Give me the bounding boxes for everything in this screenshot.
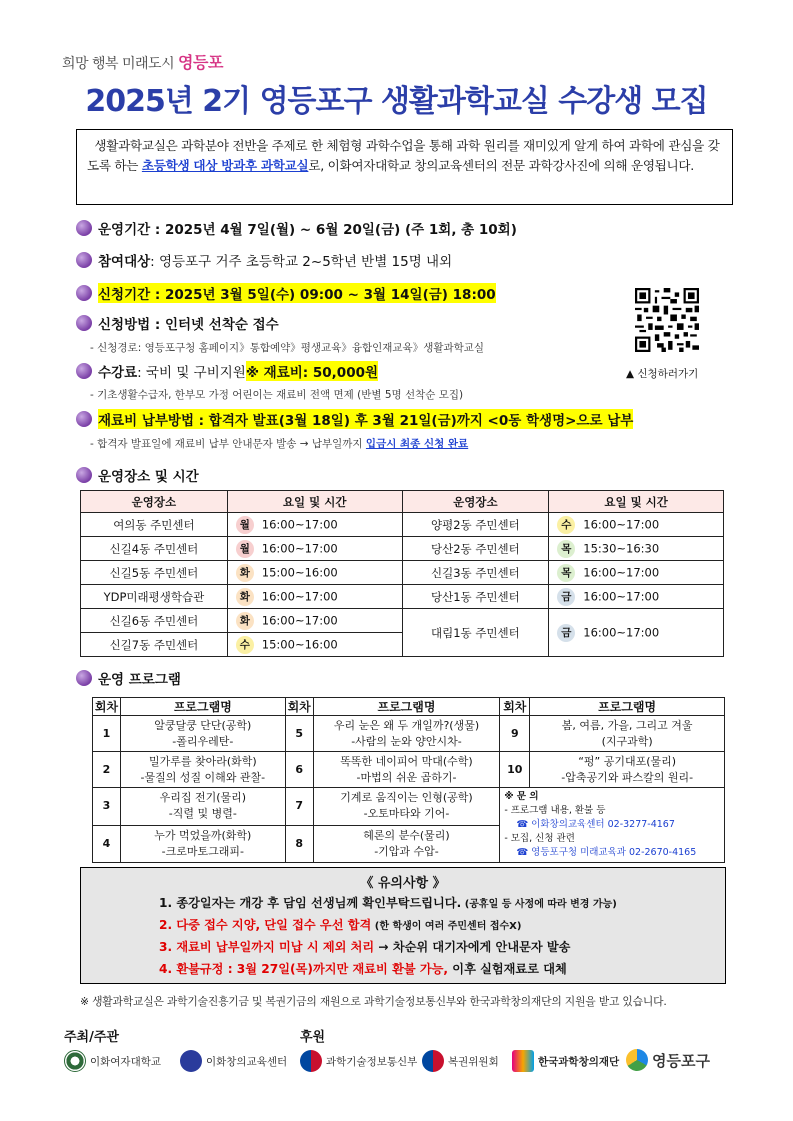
program-table bbox=[92, 697, 725, 863]
bullet-icon bbox=[76, 363, 92, 379]
time-text: 16:00~17:00 bbox=[261, 613, 338, 627]
target-label: 참여대상 bbox=[98, 254, 151, 270]
bullet-icon bbox=[76, 315, 92, 331]
col-header: 프로그램명 bbox=[530, 698, 725, 716]
notice-small: (한 학생이 여러 주민센터 접수X) bbox=[371, 921, 522, 932]
table-row bbox=[81, 537, 724, 561]
contact-line: - 모집, 신청 관련 bbox=[504, 833, 575, 844]
program-title: 우리집 전기(물리) bbox=[159, 791, 247, 805]
time-text: 16:00~17:00 bbox=[583, 589, 660, 603]
host-label: 주최/주관 bbox=[64, 1030, 119, 1045]
program-sub: -마법의 쉬운 곱하기- bbox=[356, 770, 457, 784]
col-header: 프로그램명 bbox=[120, 698, 285, 716]
time-cell bbox=[227, 537, 402, 561]
bullet-icon bbox=[76, 670, 92, 686]
program-cell bbox=[313, 716, 500, 752]
logo-kofac bbox=[512, 1050, 619, 1072]
place-cell: 신길5동 주민센터 bbox=[81, 561, 228, 585]
notice-tail: → 차순위 대기자에게 안내문자 발송 bbox=[374, 940, 571, 954]
program-sub: -기압과 수압- bbox=[374, 844, 439, 858]
program-cell bbox=[120, 825, 285, 863]
place-cell: 양평2동 주민센터 bbox=[402, 513, 549, 537]
kofac-logo-icon bbox=[512, 1050, 534, 1072]
table-row bbox=[93, 788, 725, 826]
support-label: 후원 bbox=[300, 1030, 326, 1045]
bullet-icon bbox=[76, 252, 92, 268]
period-text: 운영기간 : 2025년 4월 7일(월) ~ 6월 20일(금) (주 1회, 총 10회) bbox=[98, 222, 517, 238]
intro-box bbox=[76, 129, 733, 205]
logo-ydp bbox=[626, 1049, 710, 1071]
payment-note-text: - 합격자 발표일에 재료비 납부 안내문자 발송 → 납부일까지 bbox=[90, 438, 366, 450]
program-sub: (지구과학) bbox=[601, 734, 653, 748]
qr-caption[interactable]: ▲ 신청하러가기 bbox=[626, 368, 699, 380]
fee-note: - 기초생활수급자, 한부모 가정 어린이는 재료비 전액 면제 (반별 5명 선착순 모집) bbox=[90, 389, 464, 401]
period-item bbox=[76, 218, 517, 238]
day-badge: 월 bbox=[236, 516, 254, 534]
time-cell bbox=[549, 537, 724, 561]
fee-value: : 국비 및 구비지원 bbox=[137, 365, 246, 381]
venue-heading-text: 운영장소 및 시간 bbox=[98, 469, 199, 485]
session-no: 5 bbox=[285, 716, 313, 752]
apply-period-item bbox=[76, 283, 496, 303]
place-cell: 당산2동 주민센터 bbox=[402, 537, 549, 561]
table-row bbox=[81, 609, 724, 633]
program-title: 밀가루를 찾아라(화학) bbox=[148, 754, 257, 768]
col-header: 회차 bbox=[500, 698, 530, 716]
program-sub: -물질의 성질 이해와 관찰- bbox=[140, 770, 266, 784]
col-header: 회차 bbox=[93, 698, 121, 716]
col-header: 프로그램명 bbox=[313, 698, 500, 716]
program-heading bbox=[76, 668, 181, 688]
program-title: 누가 먹었을까(화학) bbox=[154, 828, 252, 842]
bullet-icon bbox=[76, 220, 92, 236]
time-cell bbox=[227, 609, 402, 633]
session-no: 2 bbox=[93, 752, 121, 788]
col-header: 회차 bbox=[285, 698, 313, 716]
logo-text: 한국과학창의재단 bbox=[538, 1055, 620, 1068]
program-title: “펑” 공기대포(물리) bbox=[578, 754, 677, 768]
program-cell bbox=[313, 752, 500, 788]
target-item bbox=[76, 250, 452, 270]
time-cell bbox=[549, 585, 724, 609]
program-sub: -폴리우레탄- bbox=[172, 734, 234, 748]
intro-text-2: 로, 이화여자대학교 창의교육센터의 전문 과학강사진에 의해 운영됩니다. bbox=[308, 158, 694, 173]
time-text: 16:00~17:00 bbox=[583, 565, 660, 579]
program-title: 똑똑한 네이피어 막대(수학) bbox=[340, 754, 473, 768]
place-cell: 신길7동 주민센터 bbox=[81, 633, 228, 657]
program-title: 봄, 여름, 가을, 그리고 겨울 bbox=[561, 718, 693, 732]
place-cell: 신길3동 주민센터 bbox=[402, 561, 549, 585]
table-row bbox=[81, 585, 724, 609]
program-sub: -직렬 및 병렬- bbox=[168, 807, 237, 821]
payment-note-link: 입금시 최종 신청 완료 bbox=[365, 438, 469, 450]
place-cell: 신길4동 주민센터 bbox=[81, 537, 228, 561]
time-text: 15:30~16:30 bbox=[583, 541, 660, 555]
program-title: 기계로 움직이는 인형(공학) bbox=[340, 791, 473, 805]
day-badge: 목 bbox=[557, 564, 575, 582]
day-badge: 금 bbox=[557, 588, 575, 606]
session-no: 8 bbox=[285, 825, 313, 863]
table-row bbox=[93, 716, 725, 752]
program-cell bbox=[120, 716, 285, 752]
time-cell bbox=[227, 633, 402, 657]
col-header: 요일 및 시간 bbox=[227, 491, 402, 513]
contact-title: ※ 문 의 bbox=[504, 791, 539, 802]
target-value: : 영등포구 거주 초등학교 2~5학년 반별 15명 내외 bbox=[150, 254, 453, 270]
notice-line-3 bbox=[159, 938, 570, 955]
fee-material: ※ 재료비: 50,000원 bbox=[246, 361, 378, 381]
notice-text: 2. 다중 접수 지양, 단일 접수 우선 합격 bbox=[159, 918, 372, 932]
logo-msit bbox=[300, 1050, 417, 1072]
place-cell: YDP미래평생학습관 bbox=[81, 585, 228, 609]
slogan bbox=[62, 50, 223, 73]
notice-text: 4. 환불규정 : 3월 27일(목)까지만 재료비 환불 가능, bbox=[159, 962, 449, 976]
logo-lottery bbox=[422, 1050, 499, 1072]
bullet-icon bbox=[76, 285, 92, 301]
program-cell bbox=[120, 752, 285, 788]
logo-text: 과학기술정보통신부 bbox=[326, 1055, 418, 1068]
day-badge: 화 bbox=[236, 588, 254, 606]
table-row bbox=[81, 561, 724, 585]
logo-ewha-center bbox=[180, 1050, 287, 1072]
qr-code-icon[interactable] bbox=[631, 288, 703, 352]
ewha-logo-icon bbox=[64, 1050, 86, 1072]
notice-text: 3. 재료비 납부일까지 미납 시 제외 처리 bbox=[159, 940, 375, 954]
session-no: 3 bbox=[93, 788, 121, 826]
footnote: ※ 생활과학교실은 과학기술진흥기금 및 복권기금의 재원으로 과학기술정보통신부와 한국과학창의재단의 지원을 받고 있습니다. bbox=[80, 995, 667, 1008]
fee-label: 수강료 bbox=[98, 365, 138, 381]
program-title: 알쿵달쿵 단단(공학) bbox=[154, 718, 252, 732]
day-badge: 목 bbox=[557, 540, 575, 558]
session-no: 10 bbox=[500, 752, 530, 788]
logo-text: 영등포구 bbox=[652, 1051, 710, 1070]
notice-tail: 이후 실험재료로 대체 bbox=[448, 962, 567, 976]
session-no: 4 bbox=[93, 825, 121, 863]
session-no: 9 bbox=[500, 716, 530, 752]
time-cell bbox=[227, 561, 402, 585]
logo-ewha bbox=[64, 1050, 161, 1072]
time-text: 15:00~16:00 bbox=[261, 565, 338, 579]
contact-phone: ☎ 영등포구청 미래교육과 02-2670-4165 bbox=[516, 847, 697, 858]
schedule-table bbox=[80, 490, 724, 657]
col-header: 운영장소 bbox=[402, 491, 549, 513]
session-no: 6 bbox=[285, 752, 313, 788]
col-header: 운영장소 bbox=[81, 491, 228, 513]
contact-cell bbox=[500, 788, 725, 863]
notice-small: (공휴일 등 사정에 따라 변경 가능) bbox=[461, 899, 617, 910]
day-badge: 수 bbox=[557, 516, 575, 534]
bullet-icon bbox=[76, 411, 92, 427]
day-badge: 수 bbox=[236, 636, 254, 654]
time-cell bbox=[549, 609, 724, 657]
day-badge: 금 bbox=[557, 624, 575, 642]
page-title: 2025년 2기 영등포구 생활과학교실 수강생 모집 bbox=[85, 84, 708, 119]
program-title: 우리 눈은 왜 두 개일까?(생물) bbox=[333, 718, 480, 732]
notice-text: 1. 종강일자는 개강 후 담임 선생님께 확인부탁드립니다. bbox=[159, 896, 462, 910]
program-sub: -크로마토그래피- bbox=[161, 844, 244, 858]
place-cell: 신길6동 주민센터 bbox=[81, 609, 228, 633]
time-cell bbox=[227, 585, 402, 609]
apply-path: - 신청경로: 영등포구청 홈페이지》통합예약》평생교육》융합인재교육》생활과학교실 bbox=[90, 342, 485, 354]
program-cell bbox=[120, 788, 285, 826]
apply-method-text: 신청방법 : 인터넷 선착순 접수 bbox=[98, 317, 279, 333]
table-row bbox=[93, 752, 725, 788]
logo-text: 이화창의교육센터 bbox=[206, 1055, 288, 1068]
time-text: 15:00~16:00 bbox=[261, 637, 338, 651]
time-cell bbox=[227, 513, 402, 537]
contact-phone: ☎ 이화창의교육센터 02-3277-4167 bbox=[516, 819, 675, 830]
payment-note bbox=[90, 436, 468, 451]
time-text: 16:00~17:00 bbox=[261, 589, 338, 603]
col-header: 요일 및 시간 bbox=[549, 491, 724, 513]
ydp-logo-icon bbox=[626, 1049, 648, 1071]
place-cell: 여의동 주민센터 bbox=[81, 513, 228, 537]
notice-line-1 bbox=[159, 894, 617, 911]
place-cell: 당산1동 주민센터 bbox=[402, 585, 549, 609]
notice-box bbox=[80, 867, 726, 984]
logo-text: 이화여자대학교 bbox=[90, 1055, 162, 1068]
session-no: 7 bbox=[285, 788, 313, 826]
fee-item bbox=[76, 361, 378, 381]
notice-heading: 《 유의사항 》 bbox=[360, 876, 446, 891]
logo-text: 복권위원회 bbox=[448, 1055, 499, 1068]
venue-heading bbox=[76, 465, 199, 485]
payment-item bbox=[76, 409, 633, 429]
time-text: 16:00~17:00 bbox=[261, 541, 338, 555]
program-cell bbox=[313, 825, 500, 863]
contact-line: - 프로그램 내용, 환불 등 bbox=[504, 805, 606, 816]
apply-method-item bbox=[76, 313, 279, 333]
notice-line-2 bbox=[159, 916, 521, 933]
time-text: 16:00~17:00 bbox=[583, 517, 660, 531]
time-text: 16:00~17:00 bbox=[583, 625, 660, 639]
program-cell bbox=[313, 788, 500, 826]
intro-highlight: 초등학생 대상 방과후 과학교실 bbox=[141, 158, 309, 173]
program-sub: -사람의 눈와 양안시차- bbox=[351, 734, 462, 748]
table-row bbox=[81, 513, 724, 537]
day-badge: 화 bbox=[236, 564, 254, 582]
program-sub: -압축공기와 파스칼의 원리- bbox=[561, 770, 694, 784]
notice-line-4 bbox=[159, 960, 567, 977]
slogan-text: 희망 행복 미래도시 bbox=[62, 56, 175, 72]
taegeuk-icon bbox=[300, 1050, 322, 1072]
time-cell bbox=[549, 561, 724, 585]
brand-text: 영등포 bbox=[178, 53, 223, 72]
session-no: 1 bbox=[93, 716, 121, 752]
day-badge: 월 bbox=[236, 540, 254, 558]
day-badge: 화 bbox=[236, 612, 254, 630]
program-sub: -오토마타와 기어- bbox=[363, 807, 450, 821]
center-logo-icon bbox=[180, 1050, 202, 1072]
program-heading-text: 운영 프로그램 bbox=[98, 672, 181, 688]
time-text: 16:00~17:00 bbox=[261, 517, 338, 531]
program-cell bbox=[530, 716, 725, 752]
intro-text-1: 생활과학교실은 과학분야 전반을 주제로 한 체험형 과학수업을 통해 과학 원리를 재미있게 알게 하여 과학에 관심을 갖도록 하는 bbox=[87, 138, 720, 173]
bullet-icon bbox=[76, 467, 92, 483]
taegeuk-icon bbox=[422, 1050, 444, 1072]
place-cell: 대림1동 주민센터 bbox=[402, 609, 549, 657]
program-title: 헤론의 분수(물리) bbox=[363, 828, 450, 842]
payment-text: 재료비 납부방법 : 합격자 발표(3월 18일) 후 3월 21일(금)까지 <0동 학생명>으로 납부 bbox=[98, 409, 633, 429]
program-cell bbox=[530, 752, 725, 788]
apply-period-text: 신청기간 : 2025년 3월 5일(수) 09:00 ~ 3월 14일(금) 18:00 bbox=[98, 283, 496, 303]
time-cell bbox=[549, 513, 724, 537]
